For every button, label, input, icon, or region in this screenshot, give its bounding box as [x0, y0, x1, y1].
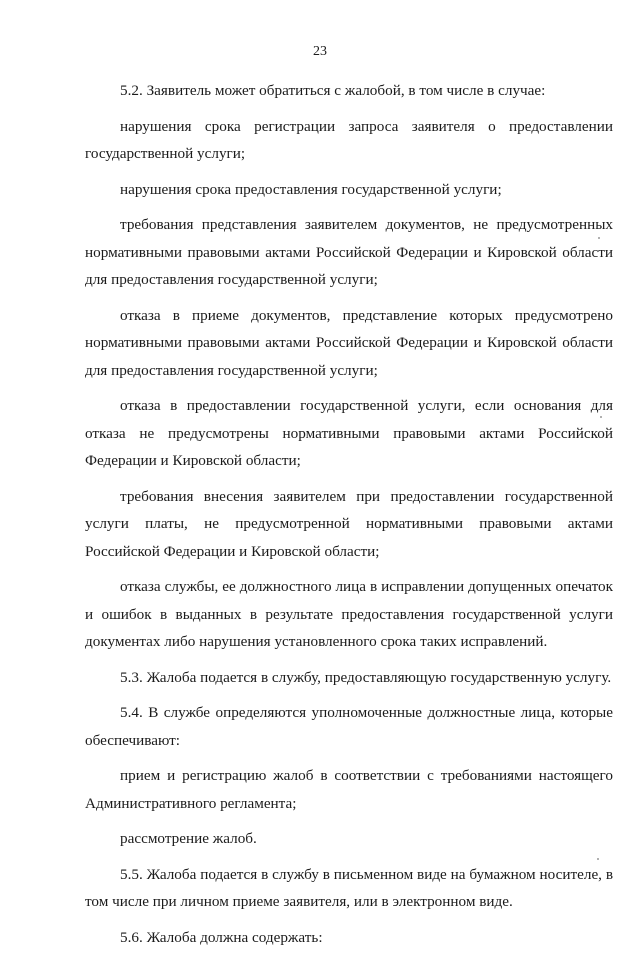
paragraph-service-refusal: отказа в предоставлении государственной услуги, если основания для отказа не предусмотрены нормативными правовыми актами Российской Федерации и Кировской области; [85, 397, 613, 469]
paragraph-5-5: 5.5. Жалоба подается в службу в письменном виде на бумажном носителе, в том числе при личном приеме заявителя, или в электронном виде. [85, 865, 613, 910]
paragraph-registration-violation: нарушения срока регистрации запроса заявителя о предоставлении государственной услуги; [85, 117, 613, 162]
paragraph-complaint-registration: прием и регистрацию жалоб в соответствии с требованиями настоящего Административного регламента; [85, 767, 613, 812]
scan-speck [597, 858, 599, 860]
paragraph-complaint-review: рассмотрение жалоб. [120, 830, 257, 847]
scan-speck [598, 237, 600, 239]
paragraph-5-4: 5.4. В службе определяются уполномоченные должностные лица, которые обеспечивают: [85, 704, 613, 749]
paragraph-5-2-heading: 5.2. Заявитель может обратиться с жалобой, в том числе в случае: [120, 82, 546, 99]
paragraph-5-6: 5.6. Жалоба должна содержать: [120, 928, 323, 946]
paragraph-extra-documents-requirement: требования представления заявителем документов, не предусмотренных нормативными правовыми актами Российской Федерации и Кировской области для предоставления государственной услуги; [85, 216, 613, 288]
scan-speck [600, 416, 602, 418]
paragraph-correction-refusal: отказа службы, ее должностного лица в исправлении допущенных опечаток и ошибок в выданных в результате предоставления государственной услуги документах либо нарушения установленного срока таких исправлений. [85, 578, 613, 650]
document-body [85, 77, 613, 959]
paragraph-fee-requirement: требования внесения заявителем при предоставлении государственной услуги платы, не предусмотренной нормативными правовыми актами Российской Федерации и Кировской области; [85, 487, 613, 560]
paragraph-document-acceptance-refusal: отказа в приеме документов, представление которых предусмотрено нормативными правовыми актами Российской Федерации и Кировской области для предоставления государственной услуги; [85, 306, 613, 379]
paragraph-provision-term-violation: нарушения срока предоставления государственной услуги; [120, 180, 502, 198]
paragraph-5-3: 5.3. Жалоба подается в службу, предоставляющую государственную услугу. [120, 668, 612, 686]
page-number: 23 [313, 44, 327, 59]
